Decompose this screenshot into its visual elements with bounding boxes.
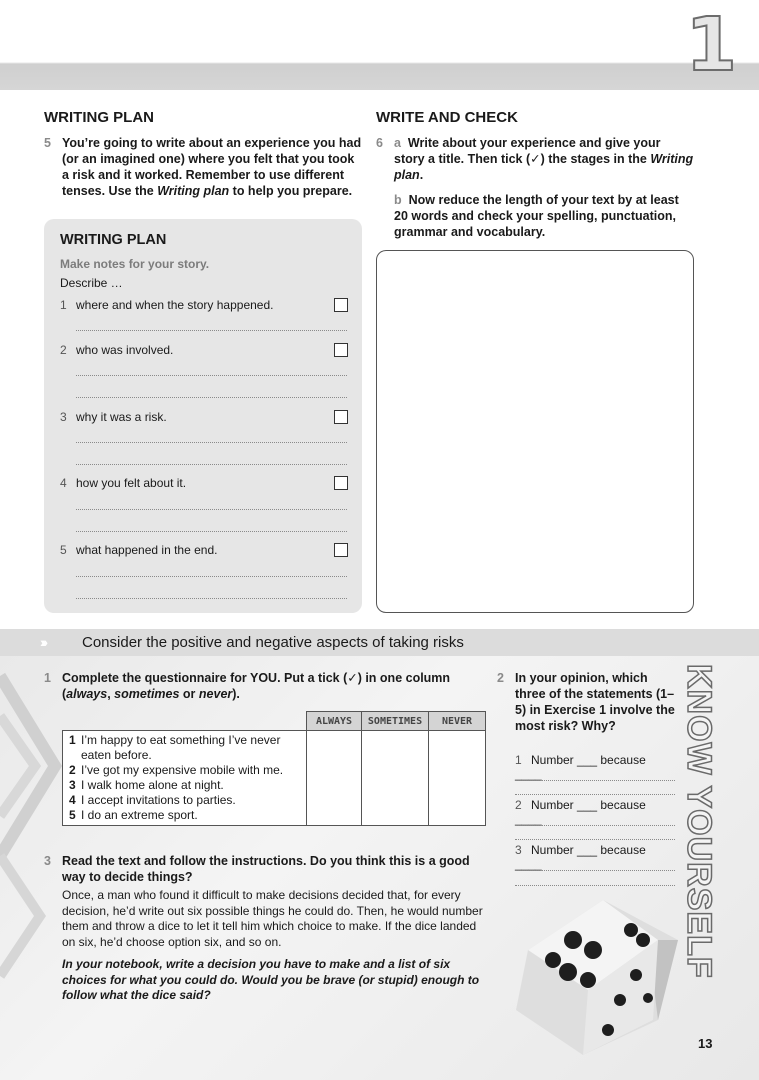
page-number: 13 (698, 1036, 713, 1051)
plan-item-checkbox[interactable] (334, 298, 348, 312)
plan-item (60, 410, 348, 424)
part-a-label: a (394, 136, 401, 150)
writing-plan-heading: WRITING PLAN (44, 109, 154, 126)
exercise-3-instruction-text: Read the text and follow the instructions. Do you think this is a good way to decide things? (62, 854, 470, 884)
answer-item-text[interactable]: Number ___ because ____ (515, 798, 646, 826)
dice-icon (508, 880, 688, 1060)
answer-line[interactable] (76, 330, 347, 331)
answer-line[interactable] (76, 464, 347, 465)
write-check-heading: WRITE AND CHECK (376, 109, 518, 126)
answer-line[interactable] (76, 509, 347, 510)
exercise-6a-instruction (376, 135, 694, 183)
answer-line[interactable] (76, 397, 347, 398)
exercise-3-body: Once, a man who found it difficult to make decisions decided that, for every decision, he’d write out six possible things he could do. Then, he would number them and throw a dice to let it tell him which choice to make. If the dice landed on six, he’d choose option six, and so on. (62, 888, 483, 949)
answer-item (515, 753, 675, 781)
top-banner (0, 0, 759, 90)
questionnaire-table (62, 711, 486, 826)
statement (69, 763, 300, 778)
statement (69, 808, 300, 823)
plan-item-text: why it was a risk. (76, 410, 167, 424)
statements-cell (63, 731, 307, 826)
column-header: ALWAYS (307, 712, 362, 731)
statement (69, 778, 300, 793)
statement-number: 1 (69, 733, 76, 747)
know-yourself-text: KNOW YOURSELF (680, 664, 718, 979)
exercise-1-text: Complete the questionnaire for YOU. Put a tick (✓) in one column ( (62, 671, 451, 701)
exercise-6b-instruction (376, 192, 694, 240)
statement (69, 733, 300, 763)
statement-number: 3 (69, 778, 76, 792)
sometimes-column-cell[interactable] (362, 731, 429, 826)
plan-item-number: 2 (60, 343, 67, 357)
plan-item-number: 3 (60, 410, 67, 424)
plan-item-number: 1 (60, 298, 67, 312)
writing-plan-box-title: WRITING PLAN (60, 232, 167, 248)
plan-item-text: what happened in the end. (76, 543, 218, 557)
write-check-section (376, 109, 694, 240)
answer-line[interactable] (76, 375, 347, 376)
column-header: SOMETIMES (362, 712, 429, 731)
exercise-1-text-end: ). (232, 687, 240, 701)
plan-item-number: 4 (60, 476, 67, 490)
exercise-3-task: In your notebook, write a decision you have to make and a list of six choices for what you could do. Would you be brave (or stupid) enough to follow what the dice said? (62, 957, 480, 1002)
writing-plan-describe: Describe … (60, 276, 123, 290)
answer-item-text[interactable]: Number ___ because ____ (515, 843, 646, 871)
answer-line[interactable] (76, 442, 347, 443)
statement-text: I walk home alone at night. (81, 778, 224, 792)
exercise-1-emphasis: always (66, 687, 108, 701)
section-band-title: Consider the positive and negative aspects of taking risks (82, 634, 464, 651)
exercise-1-instruction (44, 670, 494, 702)
answer-line[interactable] (515, 794, 675, 795)
plan-item (60, 543, 348, 557)
plan-item-number: 5 (60, 543, 67, 557)
statement-text: I’m happy to eat something I’ve never eaten before. (81, 733, 281, 762)
answer-item-text[interactable]: Number ___ because ____ (515, 753, 646, 781)
plan-item-checkbox[interactable] (334, 410, 348, 424)
always-column-cell[interactable] (307, 731, 362, 826)
exercise-1-emphasis: sometimes (114, 687, 180, 701)
plan-item-checkbox[interactable] (334, 343, 348, 357)
plan-item-text: who was involved. (76, 343, 174, 357)
writing-plan-box (44, 219, 362, 613)
exercise-number: 6 (376, 136, 383, 150)
statement-number: 2 (69, 763, 76, 777)
never-column-cell[interactable] (429, 731, 486, 826)
plan-item-text: how you felt about it. (76, 476, 187, 490)
exercise-2-instruction (497, 670, 677, 734)
plan-item (60, 476, 348, 490)
part-b-text: Now reduce the length of your text by at least 20 words and check your spelling, punctuation, grammar and vocabulary. (394, 193, 679, 239)
answer-item (515, 798, 675, 826)
writing-answer-box[interactable] (376, 250, 694, 613)
answer-item-number: 1 (515, 753, 522, 767)
part-a-emphasis: Writing plan (394, 152, 694, 182)
exercise-1-emphasis: never (198, 687, 233, 701)
part-b-label: b (394, 193, 402, 207)
statement-text: I do an extreme sport. (81, 808, 198, 822)
unit-number: 1 (685, 2, 737, 88)
answer-item-number: 3 (515, 843, 522, 857)
table-corner (63, 712, 307, 731)
exercise-5-instruction (44, 135, 362, 199)
answer-item-number: 2 (515, 798, 522, 812)
chevron-arrows-icon: ››› (40, 634, 45, 650)
exercise-number: 2 (497, 671, 504, 685)
exercise-number: 3 (44, 854, 51, 868)
answer-item (515, 843, 675, 871)
statement-number: 4 (69, 793, 76, 807)
exercise-1-sep: , (107, 687, 115, 701)
statement (69, 793, 300, 808)
exercise-number: 5 (44, 136, 51, 150)
exercise-number: 1 (44, 671, 51, 685)
plan-item (60, 298, 348, 312)
exercise-3 (44, 853, 489, 1004)
answer-line[interactable] (76, 531, 347, 532)
part-a-text: Write about your experience and give your story a title. Then tick (✓) the stages in the (394, 136, 661, 166)
answer-line[interactable] (515, 780, 675, 781)
instruction-text: You’re going to write about an experience you had (or an imagined one) where you felt that you took a risk and it worked. Remember to use different tenses. Use the (62, 136, 362, 198)
writing-plan-section (44, 109, 362, 199)
exercise-1-sep: or (179, 687, 199, 701)
writing-plan-subtitle: Make notes for your story. (60, 257, 210, 271)
statement-text: I’ve got my expensive mobile with me. (81, 763, 284, 777)
plan-item (60, 343, 348, 357)
statement-number: 5 (69, 808, 76, 822)
instruction-emphasis: Writing plan (157, 184, 230, 198)
statement-text: I accept invitations to parties. (81, 793, 236, 807)
exercise-3-instruction (44, 853, 489, 885)
plan-item-text: where and when the story happened. (76, 298, 274, 312)
section-band (0, 629, 759, 656)
answer-line[interactable] (76, 598, 347, 599)
exercise-2-text: In your opinion, which three of the statements (1–5) in Exercise 1 involve the most risk? Why? (515, 671, 675, 733)
column-header: NEVER (429, 712, 486, 731)
answer-line[interactable] (76, 576, 347, 577)
answer-line[interactable] (515, 825, 675, 826)
instruction-text-end: to help you prepare. (229, 184, 353, 198)
answer-line[interactable] (515, 839, 675, 840)
answer-line[interactable] (515, 870, 675, 871)
part-a-text-end: . (419, 168, 424, 182)
plan-item-checkbox[interactable] (334, 543, 348, 557)
plan-item-checkbox[interactable] (334, 476, 348, 490)
